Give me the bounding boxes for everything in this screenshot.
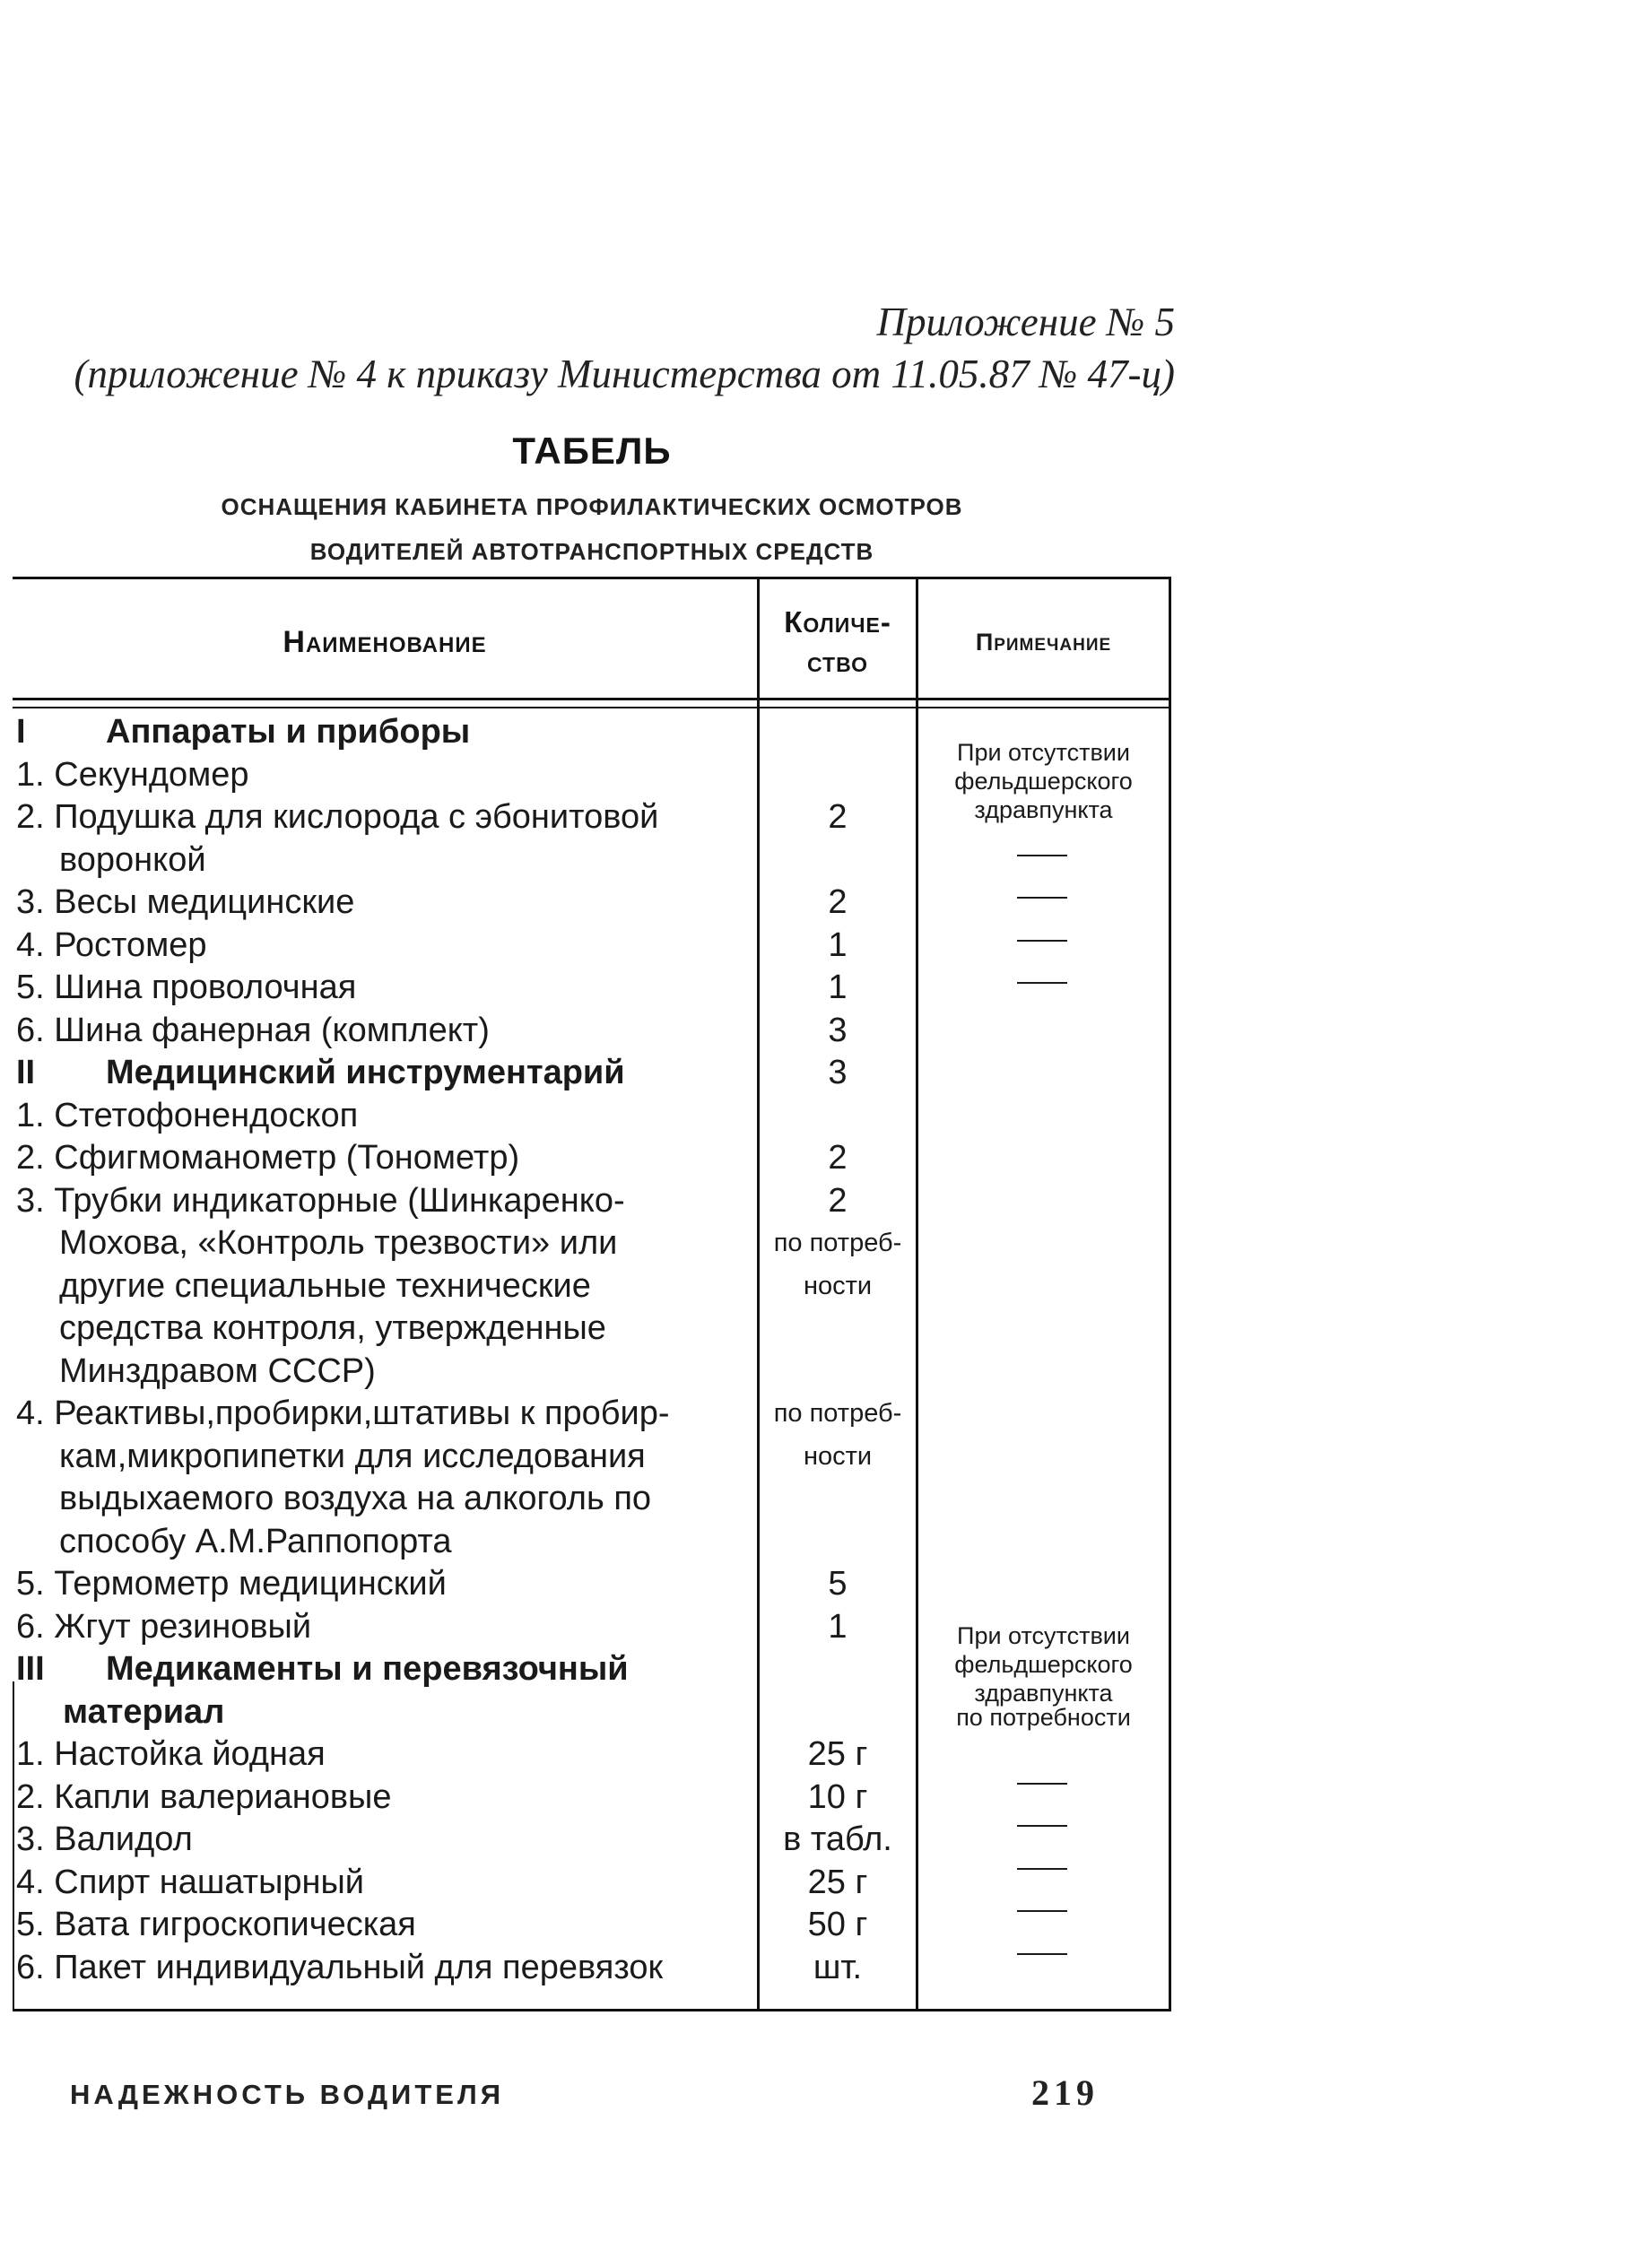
list-item-continuation: выдыхаемого воздуха на алкоголь по <box>59 1480 652 1517</box>
qty-cell: 50 г <box>807 1906 868 1943</box>
list-item: 5. Термометр медицинский <box>16 1565 447 1603</box>
subtitle-line-1: ОСНАЩЕНИЯ КАБИНЕТА ПРОФИЛАКТИЧЕСКИХ ОСМОТРОВ <box>221 493 963 520</box>
list-item: 1. Секундомер <box>16 755 249 794</box>
qty-cell: 1 <box>828 969 848 1006</box>
note-line: здравпункта <box>974 796 1113 823</box>
section-title: Медикаменты и перевязочный <box>106 1650 629 1688</box>
qty-cell-empty <box>760 1095 916 1138</box>
section-number: III <box>16 1650 45 1688</box>
qty-cell: 5 <box>828 1565 848 1603</box>
qty-cell: ности <box>803 1441 873 1471</box>
qty-cell-empty <box>760 1648 916 1691</box>
section-heading <box>13 1648 757 1733</box>
note-line: При отсутствии <box>957 739 1130 766</box>
table-border-right <box>1169 707 1171 2011</box>
list-item: 1. Стетофонендоскоп <box>16 1096 359 1134</box>
list-item: 4. Ростомер <box>16 925 207 964</box>
name-column <box>13 711 757 1989</box>
qty-cell: 3 <box>828 1011 848 1049</box>
list-item: 3. Трубки индикаторные (Шинкаренко- <box>16 1181 625 1220</box>
table-border-right-header <box>1169 577 1171 707</box>
document-title: ТАБЕЛЬ <box>512 430 672 472</box>
section-heading <box>13 711 757 754</box>
dash-mark <box>1017 1825 1067 1827</box>
note-cell: по потребности <box>956 1704 1131 1731</box>
header-separator <box>13 698 1171 700</box>
section-number: I <box>16 713 26 751</box>
note-cell <box>918 738 1169 824</box>
list-item: 6. Жгут резиновый <box>16 1607 312 1646</box>
qty-cell-empty <box>760 839 916 882</box>
appendix-number: Приложение № 5 <box>876 300 1175 344</box>
dash-mark <box>1017 1783 1067 1785</box>
dash-mark <box>1017 982 1067 984</box>
qty-cell-empty <box>760 1691 916 1734</box>
page-number: 219 <box>1031 2072 1099 2113</box>
list-item: 3. Валидол <box>16 1820 193 1858</box>
qty-cell-empty <box>760 1308 916 1351</box>
qty-cell: 25 г <box>807 1863 868 1901</box>
quantity-column <box>760 711 916 1989</box>
dash-mark <box>1017 1868 1067 1870</box>
note-line: здравпункта <box>974 1680 1113 1707</box>
column-header-quantity <box>760 586 916 698</box>
list-item-continuation: средства контроля, утвержденные <box>59 1309 606 1347</box>
dash-mark <box>1017 1910 1067 1912</box>
qty-cell: 1 <box>828 925 848 964</box>
qty-cell-empty <box>760 754 916 797</box>
list-item: 6. Шина фанерная (комплект) <box>16 1011 490 1049</box>
column-header-note: Примечание <box>975 628 1112 656</box>
column-header-name: Наименование <box>283 624 487 659</box>
dash-mark <box>1017 855 1067 856</box>
qty-cell: 1 <box>828 1607 848 1646</box>
list-item-continuation: другие специальные технические <box>59 1266 591 1305</box>
qty-cell: шт. <box>813 1948 863 1986</box>
list-item: 3. Весы медицинские <box>16 883 355 921</box>
note-line: При отсутствии <box>957 1622 1130 1649</box>
qty-cell: 3 <box>828 1054 848 1091</box>
document-subtitle <box>13 484 1171 574</box>
qty-header-line-1: Количе- <box>784 604 891 639</box>
note-line: фельдшерского <box>954 1651 1133 1678</box>
list-item: 1. Настойка йодная <box>16 1735 326 1773</box>
appendix-reference <box>74 296 1175 400</box>
qty-cell-empty <box>760 711 916 754</box>
qty-cell: 10 г <box>807 1777 868 1816</box>
note-cell <box>918 1621 1169 1707</box>
list-item: 2. Подушка для кислорода с эбонитовой <box>16 798 659 836</box>
dash-mark <box>1017 897 1067 899</box>
qty-cell: 2 <box>828 883 848 921</box>
list-item-continuation: воронкой <box>59 840 206 879</box>
list-item: 5. Шина проволочная <box>16 969 357 1006</box>
note-line: фельдшерского <box>954 768 1133 795</box>
section-heading <box>13 1052 757 1095</box>
section-title-continuation: материал <box>63 1692 225 1731</box>
appendix-order-ref: (приложение № 4 к приказу Министерства от 11.05.87 № 47-ц) <box>74 352 1175 396</box>
qty-cell: в табл. <box>783 1820 892 1858</box>
table-border-top <box>13 577 1171 579</box>
section-number: II <box>16 1054 36 1091</box>
qty-cell-empty <box>760 1351 916 1394</box>
qty-cell: по потреб- <box>773 1399 902 1428</box>
qty-header-line-2: ство <box>806 644 868 678</box>
table-border-bottom <box>13 2009 1171 2011</box>
list-item-continuation: кам,микропипетки для исследования <box>59 1437 646 1475</box>
dash-mark <box>1017 940 1067 942</box>
section-title: Аппараты и приборы <box>106 713 471 751</box>
document-title-block <box>13 429 1171 574</box>
list-item: 2. Сфигмоманометр (Тонометр) <box>16 1139 520 1177</box>
subtitle-line-2: ВОДИТЕЛЕЙ АВТОТРАНСПОРТНЫХ СРЕДСТВ <box>309 538 874 565</box>
header-separator-double <box>13 707 1171 708</box>
qty-cell: 2 <box>828 1181 848 1220</box>
qty-cell: 2 <box>828 1139 848 1177</box>
qty-cell: 2 <box>828 798 848 836</box>
qty-cell: по потреб- <box>773 1229 902 1257</box>
dash-mark <box>1017 1953 1067 1955</box>
qty-cell: ности <box>803 1271 873 1300</box>
qty-cell: 25 г <box>807 1735 868 1773</box>
qty-cell-empty <box>760 1478 916 1521</box>
list-item-continuation: Мохова, «Контроль трезвости» или <box>59 1224 618 1262</box>
list-item-continuation: способу А.М.Раппопорта <box>59 1522 452 1560</box>
list-item: 2. Капли валериановые <box>16 1777 392 1816</box>
list-item: 5. Вата гигроскопическая <box>16 1906 416 1943</box>
section-title: Медицинский инструментарий <box>106 1054 625 1091</box>
running-footer-title: НАДЕЖНОСТЬ ВОДИТЕЛЯ <box>70 2079 504 2110</box>
list-item-continuation: Минздравом СССР) <box>59 1351 376 1390</box>
list-item: 6. Пакет индивидуальный для перевязок <box>16 1948 664 1986</box>
equipment-table <box>13 577 1171 2011</box>
list-item: 4. Реактивы,пробирки,штативы к пробир- <box>16 1394 670 1432</box>
list-item: 4. Спирт нашатырный <box>16 1863 365 1901</box>
qty-cell-empty <box>760 1521 916 1564</box>
